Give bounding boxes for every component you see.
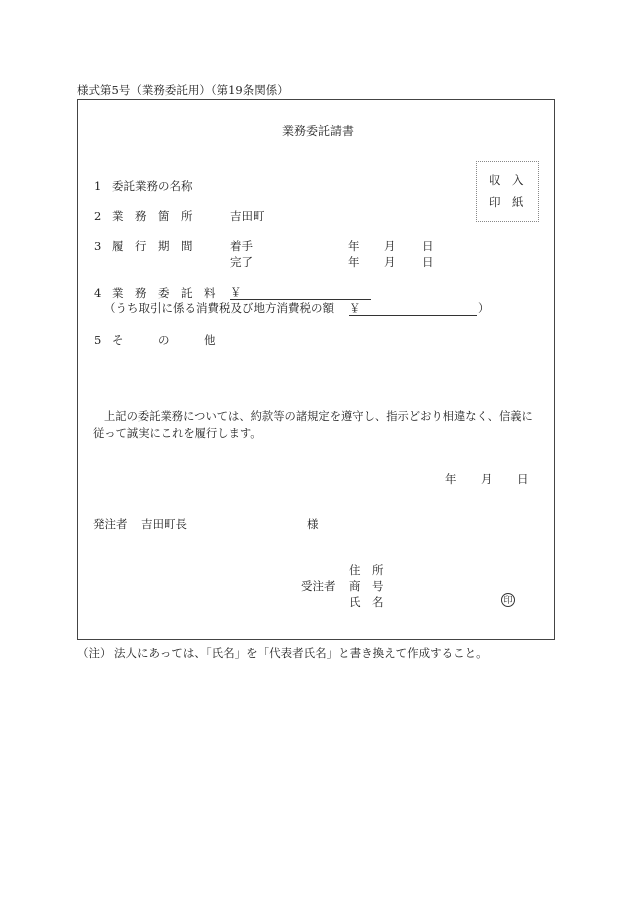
fee-underline [230,299,371,300]
date-year: 年 [445,472,457,486]
start-year: 年 [348,239,360,253]
contractor-name-label: 氏 名 [349,595,384,609]
stamp-label-line1: 収 入 [489,173,524,187]
date-day: 日 [517,472,529,486]
tax-close-paren: ） [478,301,490,315]
item-4-label: 業 務 委 託 料 [112,286,216,300]
item-3-number: 3 [94,239,102,253]
date-month: 月 [481,472,493,486]
item-5-label: そ の 他 [112,333,216,347]
item-1-number: 1 [94,179,102,193]
item-5-number: 5 [94,333,102,347]
statement-line-1: 上記の委託業務については、約款等の諸規定を遵守し、指示どおり相違なく、信義に [104,410,533,423]
item-2-label: 業 務 箇 所 [112,209,193,223]
fee-yen-symbol: ￥ [230,285,242,299]
contractor-address-label: 住 所 [349,563,384,577]
item-1-label: 委託業務の名称 [112,179,193,193]
tax-yen-symbol: ￥ [349,301,361,315]
contractor-label: 受注者 [301,579,336,593]
end-year: 年 [348,255,360,269]
statement-line-2: 従って誠実にこれを履行します。 [93,427,262,440]
stamp-label-line2: 印 紙 [489,195,524,209]
item-4-number: 4 [94,286,102,300]
start-month: 月 [384,239,396,253]
seal-mark: 印 [501,593,515,607]
footnote-text: 法人にあっては、「氏名」を「代表者氏名」と書き換えて作成すること。 [114,646,488,660]
item-3-label: 履 行 期 間 [112,239,193,253]
start-day: 日 [422,239,434,253]
item-2-number: 2 [94,209,102,223]
orderer-honorific: 様 [307,517,319,531]
end-day: 日 [422,255,434,269]
end-label: 完了 [230,255,253,269]
form-title: 業務委託請書 [282,124,355,138]
orderer-label: 発注者 [93,517,128,531]
item-2-value: 吉田町 [230,209,265,223]
tax-underline [349,315,477,316]
start-label: 着手 [230,239,253,253]
footnote-marker: （注） [77,646,112,660]
form-number: 様式第5号（業務委託用）（第19条関係） [77,83,289,97]
tax-note: （うち取引に係る消費税及び地方消費税の額 [104,301,334,315]
orderer-name: 吉田町長 [141,517,187,531]
contractor-trade-name-label: 商 号 [349,579,384,593]
end-month: 月 [384,255,396,269]
revenue-stamp-box [476,161,539,222]
